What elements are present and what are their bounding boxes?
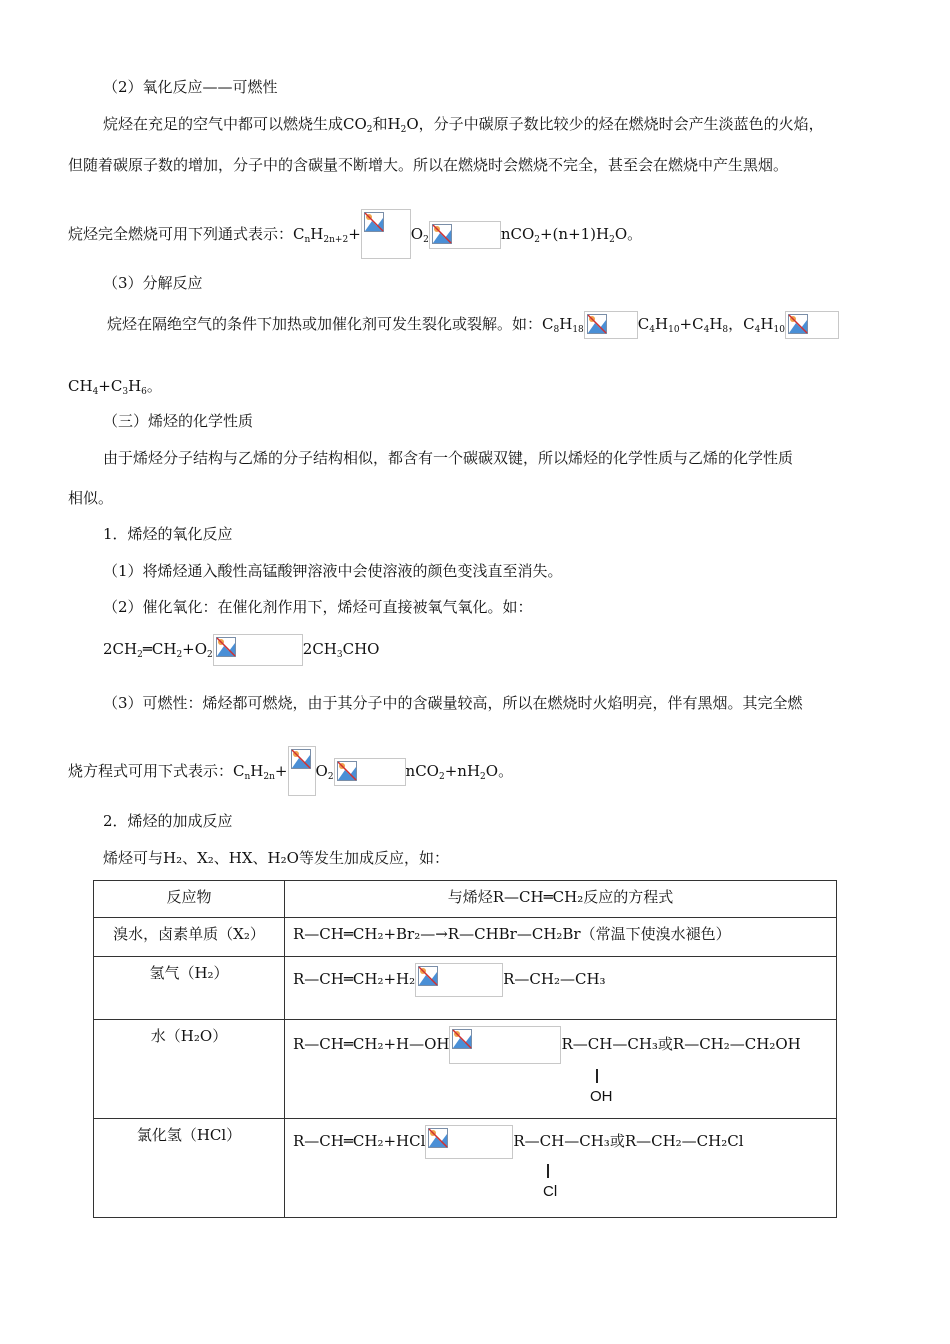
paragraph-addition-intro: 烯烃可与H₂、X₂、HX、H₂O等发生加成反应，如： — [103, 849, 449, 867]
broken-image-icon — [449, 1026, 561, 1064]
section-title-decomposition: （3）分解反应 — [103, 274, 203, 292]
table-header-equation: 与烯烃R—CH═CH₂反应的方程式 — [285, 881, 837, 918]
table-row — [94, 957, 837, 1020]
paragraph-cracking-line2: $CH_4+C_3H_6$。 — [68, 377, 162, 397]
chlorine-substituent: Cl — [543, 1183, 558, 1200]
table-cell-equation: R—CH═CH₂+H—OH R—CH—CH₃或R—CH₂—CH₂OH OH — [285, 1020, 837, 1119]
item-flammability-line1: （3）可燃性：烯烃都可燃烧，由于其分子中的含碳量较高，所以在燃烧时火焰明亮，伴有黑烟。其完全燃 — [103, 694, 803, 712]
broken-image-icon — [785, 311, 839, 339]
equation-alkane-combustion: 烷烃完全燃烧可用下列通式表示：$C_nH_{2n+2}+$ $O_2$ $nCO_2+(n+1)H_2O$。 — [68, 209, 642, 259]
broken-image-icon — [584, 311, 638, 339]
table-row — [94, 1119, 837, 1218]
paragraph-combustion-line1: 烷烃在充足的空气中都可以燃烧生成$CO_2$和$H_2O$，分子中碳原子数比较少的烃在燃烧时会产生淡蓝色的火焰， — [103, 115, 824, 135]
heading-alkene-addition: 2．烯烃的加成反应 — [103, 812, 233, 830]
table-header-reactant: 反应物 — [94, 881, 285, 918]
broken-image-icon — [334, 758, 406, 786]
bond-line — [293, 1159, 828, 1181]
broken-image-icon — [288, 746, 316, 796]
equation-ethylene-oxidation: $2CH_2═CH_2+O_2$ $2CH_3CHO$ — [103, 634, 379, 666]
hydroxyl-substituent: OH — [590, 1088, 613, 1105]
broken-image-icon — [213, 634, 303, 666]
table-cell-equation: R—CH═CH₂+HCl R—CH—CH₃或R—CH₂—CH₂Cl Cl — [285, 1119, 837, 1218]
table-cell-reactant: 氯化氢（HCl） — [94, 1119, 285, 1218]
table-row — [94, 918, 837, 957]
broken-image-icon — [429, 221, 501, 249]
table-header-row — [94, 881, 837, 918]
table-cell-reactant: 水（H₂O） — [94, 1020, 285, 1119]
broken-image-icon — [415, 963, 503, 997]
paragraph-cracking-line1: 烷烃在隔绝空气的条件下加热或加催化剂可发生裂化或裂解。如：$C_8H_{18}$ $C_4H_{10}+C_4H_8$，$C_4H_{10}$ — [107, 311, 839, 339]
section-title-oxidation: （2）氧化反应——可燃性 — [103, 78, 278, 96]
paragraph-alkene-line1: 由于烯烃分子结构与乙烯的分子结构相似，都含有一个碳碳双键，所以烯烃的化学性质与乙烯的化学性质 — [103, 449, 794, 467]
table-cell-equation: R—CH═CH₂+Br₂—→R—CHBr—CH₂Br（常温下使溴水褪色） — [285, 918, 837, 957]
table-row — [94, 1020, 837, 1119]
table-cell-equation: R—CH═CH₂+H₂ R—CH₂—CH₃ — [285, 957, 837, 1020]
paragraph-alkene-line2: 相似。 — [68, 489, 114, 507]
section-title-alkene-properties: （三）烯烃的化学性质 — [103, 412, 254, 430]
item-catalytic-oxidation: （2）催化氧化：在催化剂作用下，烯烃可直接被氧气氧化。如： — [103, 598, 533, 616]
table-cell-reactant: 溴水，卤素单质（X₂） — [94, 918, 285, 957]
table-cell-reactant: 氢气（H₂） — [94, 957, 285, 1020]
item-permanganate: （1）将烯烃通入酸性高锰酸钾溶液中会使溶液的颜色变浅直至消失。 — [103, 562, 563, 580]
bond-line — [293, 1064, 828, 1086]
addition-reactions-table — [93, 880, 837, 1218]
heading-alkene-oxidation: 1．烯烃的氧化反应 — [103, 525, 233, 543]
equation-alkene-combustion: 烧方程式可用下式表示：$C_nH_{2n}+$ $O_2$ $nCO_2+nH_2O$。 — [68, 746, 513, 796]
broken-image-icon — [361, 209, 411, 259]
broken-image-icon — [425, 1125, 513, 1159]
paragraph-combustion-line2: 但随着碳原子数的增加，分子中的含碳量不断增大。所以在燃烧时会燃烧不完全，甚至会在燃烧中产生黑烟。 — [68, 156, 789, 174]
